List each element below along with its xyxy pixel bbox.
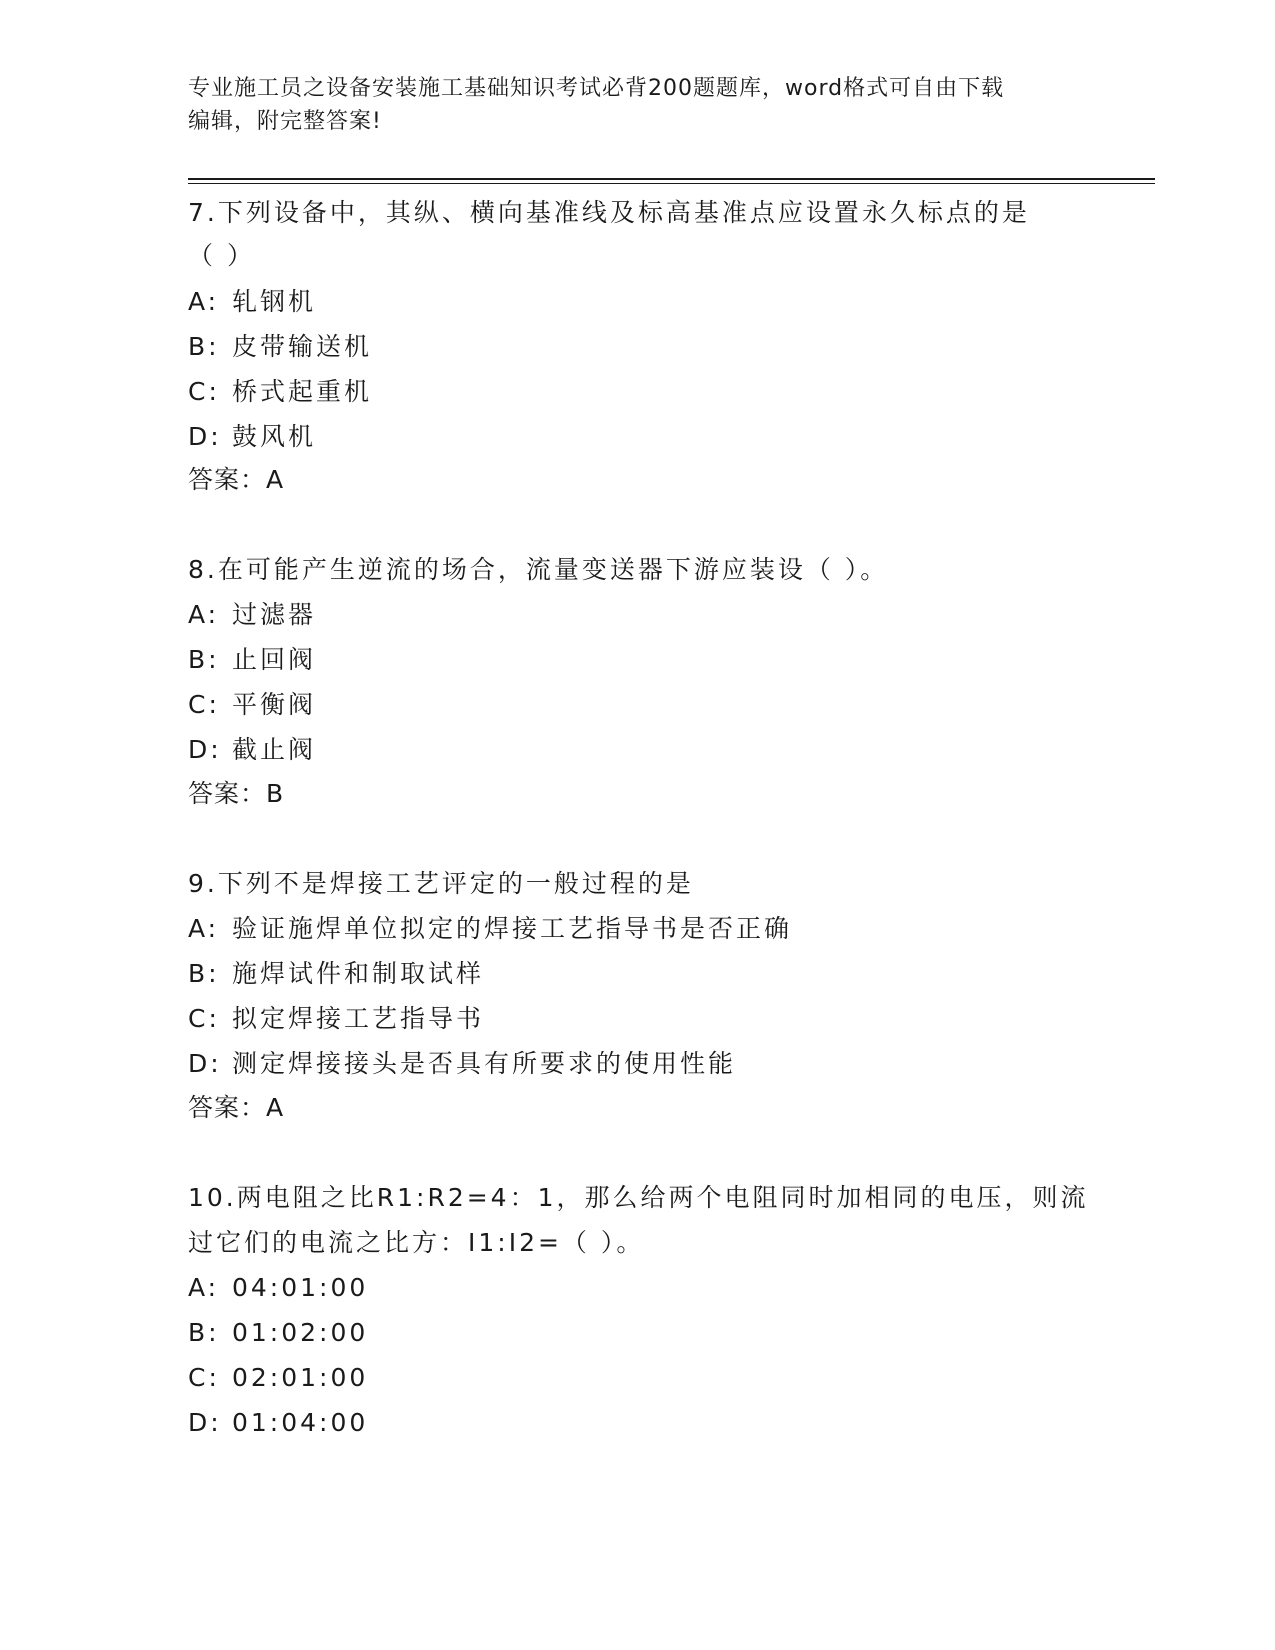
question-7-option-c: [188, 375, 372, 409]
question-8-option-b: [188, 643, 316, 677]
option-key: D:: [188, 1408, 222, 1437]
option-text: 验证施焊单位拟定的焊接工艺指导书是否正确: [232, 914, 793, 943]
option-key: C:: [188, 690, 220, 719]
question-8-option-c: [188, 688, 316, 722]
question-9-option-c: [188, 1002, 484, 1036]
option-key: A:: [188, 600, 220, 629]
option-key: C:: [188, 1363, 220, 1392]
option-text: 桥式起重机: [232, 377, 373, 406]
option-text: 轧钢机: [232, 287, 317, 316]
question-7-answer: 答案：A: [188, 465, 285, 494]
question-7-stem-line-1: 7.下列设备中，其纵、横向基准线及标高基准点应设置永久标点的是: [188, 198, 1030, 227]
question-10-stem-line-2: 过它们的电流之比方：I1:I2=（ ）。: [188, 1228, 645, 1257]
option-key: B:: [188, 1318, 220, 1347]
question-9-option-a: [188, 912, 792, 946]
question-8-answer: 答案：B: [188, 779, 285, 808]
option-key: B:: [188, 645, 220, 674]
option-text: 02:01:00: [232, 1363, 369, 1392]
question-7-option-d: [188, 420, 316, 454]
header-line-2: 编辑，附完整答案!: [188, 109, 382, 134]
question-8-option-a: [188, 598, 316, 632]
question-10-option-d: [188, 1406, 368, 1440]
option-text: 皮带输送机: [232, 332, 373, 361]
option-key: A:: [188, 287, 220, 316]
option-text: 止回阀: [232, 645, 317, 674]
header-divider-thick: [188, 178, 1155, 180]
option-key: B:: [188, 332, 220, 361]
option-key: A:: [188, 914, 220, 943]
option-text: 04:01:00: [232, 1273, 369, 1302]
option-text: 测定焊接接头是否具有所要求的使用性能: [232, 1049, 737, 1078]
option-text: 01:02:00: [232, 1318, 369, 1347]
option-key: C:: [188, 377, 220, 406]
option-key: C:: [188, 1004, 220, 1033]
option-key: D:: [188, 735, 222, 764]
question-8-option-d: [188, 733, 316, 767]
question-9-option-b: [188, 957, 484, 991]
option-text: 拟定焊接工艺指导书: [232, 1004, 485, 1033]
question-9-option-d: [188, 1047, 736, 1081]
option-text: 施焊试件和制取试样: [232, 959, 485, 988]
header-line-1: 专业施工员之设备安装施工基础知识考试必背200题题库，word格式可自由下载: [188, 76, 1005, 101]
question-7-option-a: [188, 285, 316, 319]
header-divider-thin: [188, 183, 1155, 184]
option-key: A:: [188, 1273, 220, 1302]
option-text: 截止阀: [232, 735, 317, 764]
option-text: 过滤器: [232, 600, 317, 629]
document-header: [188, 72, 1088, 138]
question-7-option-b: [188, 330, 372, 364]
question-7-stem-line-2: （ ）: [188, 241, 255, 270]
question-9-answer: 答案：A: [188, 1093, 285, 1122]
option-text: 平衡阀: [232, 690, 317, 719]
question-9-stem-line-1: 9.下列不是焊接工艺评定的一般过程的是: [188, 869, 694, 898]
option-key: D:: [188, 422, 222, 451]
option-key: D:: [188, 1049, 222, 1078]
question-10-option-b: [188, 1316, 368, 1350]
question-10-stem-line-1: 10.两电阻之比R1:R2=4：1，那么给两个电阻同时加相同的电压，则流: [188, 1183, 1089, 1212]
question-8-stem-line-1: 8.在可能产生逆流的场合，流量变送器下游应装设（ ）。: [188, 555, 889, 584]
question-10-option-a: [188, 1271, 368, 1305]
option-text: 01:04:00: [232, 1408, 369, 1437]
question-10-option-c: [188, 1361, 368, 1395]
option-key: B:: [188, 959, 220, 988]
option-text: 鼓风机: [232, 422, 317, 451]
